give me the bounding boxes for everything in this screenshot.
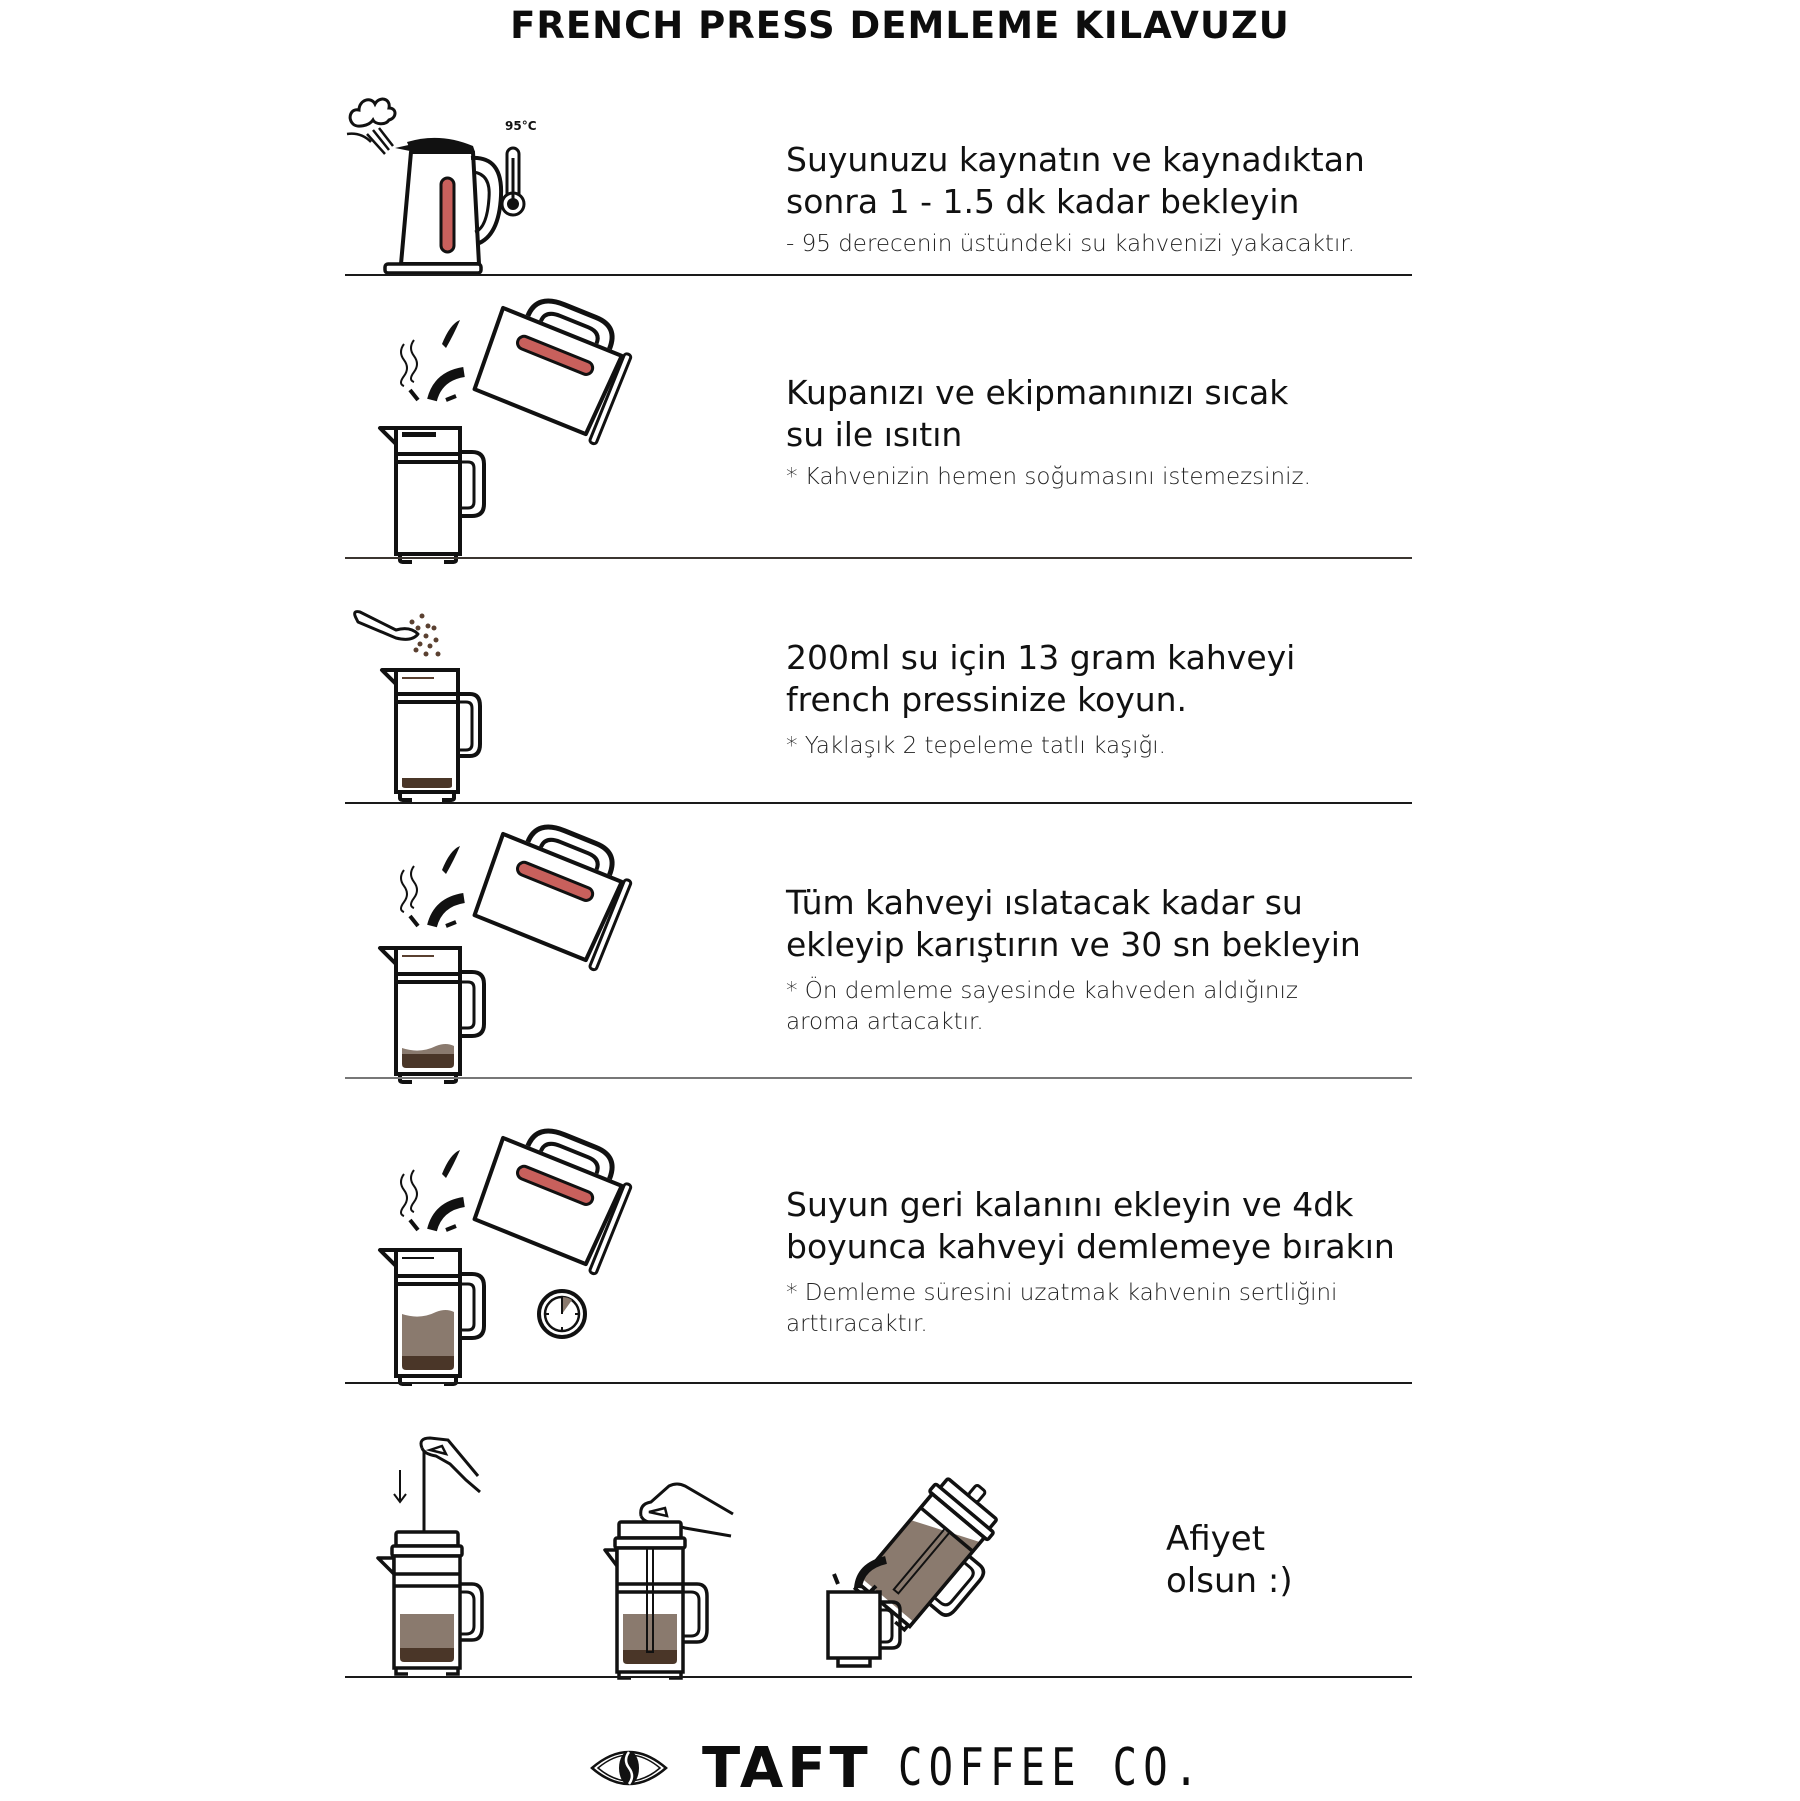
step-1-heading-line-2: sonra 1 - 1.5 dk kadar bekleyin bbox=[786, 182, 1300, 221]
divider bbox=[345, 557, 1412, 559]
step-2-text bbox=[786, 372, 1311, 493]
press-plunged-icon bbox=[605, 1480, 765, 1680]
afiyet-line-1: Afiyet bbox=[1166, 1519, 1266, 1559]
step-3-text bbox=[786, 637, 1295, 762]
step-1-heading-line-1: Suyunuzu kaynatın ve kaynadıktan bbox=[786, 140, 1365, 179]
brand-suffix: COFFEE CO. bbox=[897, 1738, 1205, 1798]
kettle-pouring-full-timer-icon bbox=[380, 1126, 630, 1388]
page-title: FRENCH PRESS DEMLEME KILAVUZU bbox=[510, 4, 1290, 47]
afiyet-olsun-text bbox=[1166, 1518, 1293, 1602]
coffee-bean-eye-logo bbox=[590, 1744, 668, 1792]
step-5-text bbox=[786, 1184, 1395, 1340]
spoon-adding-grounds-icon bbox=[352, 606, 502, 800]
step-1-text bbox=[786, 139, 1365, 260]
divider bbox=[345, 1077, 1412, 1079]
step-3-heading-line-1: 200ml su için 13 gram kahveyi bbox=[786, 638, 1296, 677]
divider bbox=[345, 274, 1412, 276]
step-2-heading-line-1: Kupanızı ve ekipmanınızı sıcak bbox=[786, 373, 1289, 412]
brand-name: TAFT bbox=[702, 1735, 872, 1801]
step-5-note-line-1: * Demleme süresini uzatmak kahvenin sertliğini bbox=[786, 1280, 1338, 1306]
press-plunging-icon bbox=[378, 1436, 528, 1676]
afiyet-line-2: olsun :) bbox=[1166, 1561, 1293, 1601]
kettle-pouring-bloom-icon bbox=[380, 822, 630, 1084]
step-5-note-line-2: arttıracaktır. bbox=[786, 1311, 928, 1337]
timer-icon bbox=[539, 1291, 585, 1337]
kettle-pouring-empty-press-icon bbox=[380, 296, 630, 558]
divider bbox=[345, 1382, 1412, 1384]
step-3-heading-line-2: french pressinize koyun. bbox=[786, 680, 1188, 719]
step-4-heading-line-1: Tüm kahveyi ıslatacak kadar su bbox=[786, 883, 1303, 922]
divider bbox=[345, 1676, 1412, 1678]
step-2-note: * Kahvenizin hemen soğumasını istemezsiniz. bbox=[786, 464, 1311, 490]
step-3-note: * Yaklaşık 2 tepeleme tatlı kaşığı. bbox=[786, 733, 1166, 759]
step-1-note: - 95 derecenin üstündeki su kahvenizi yakacaktır. bbox=[786, 231, 1355, 257]
step-5-heading-line-2: boyunca kahveyi demlemeye bırakın bbox=[786, 1227, 1395, 1266]
step-5-heading-line-1: Suyun geri kalanını ekleyin ve 4dk bbox=[786, 1185, 1354, 1224]
kettle-steaming-icon bbox=[345, 86, 545, 276]
pouring-into-mug-icon bbox=[820, 1480, 1040, 1680]
temperature-label: 95°C bbox=[505, 119, 537, 133]
step-4-text bbox=[786, 882, 1361, 1038]
brand-footer bbox=[590, 1735, 1291, 1801]
step-2-heading-line-2: su ile ısıtın bbox=[786, 415, 963, 454]
step-4-heading-line-2: ekleyip karıştırın ve 30 sn bekleyin bbox=[786, 925, 1361, 964]
divider bbox=[345, 802, 1412, 804]
step-4-note-line-1: * Ön demleme sayesinde kahveden aldığınız bbox=[786, 978, 1298, 1004]
step-4-note-line-2: aroma artacaktır. bbox=[786, 1009, 984, 1035]
